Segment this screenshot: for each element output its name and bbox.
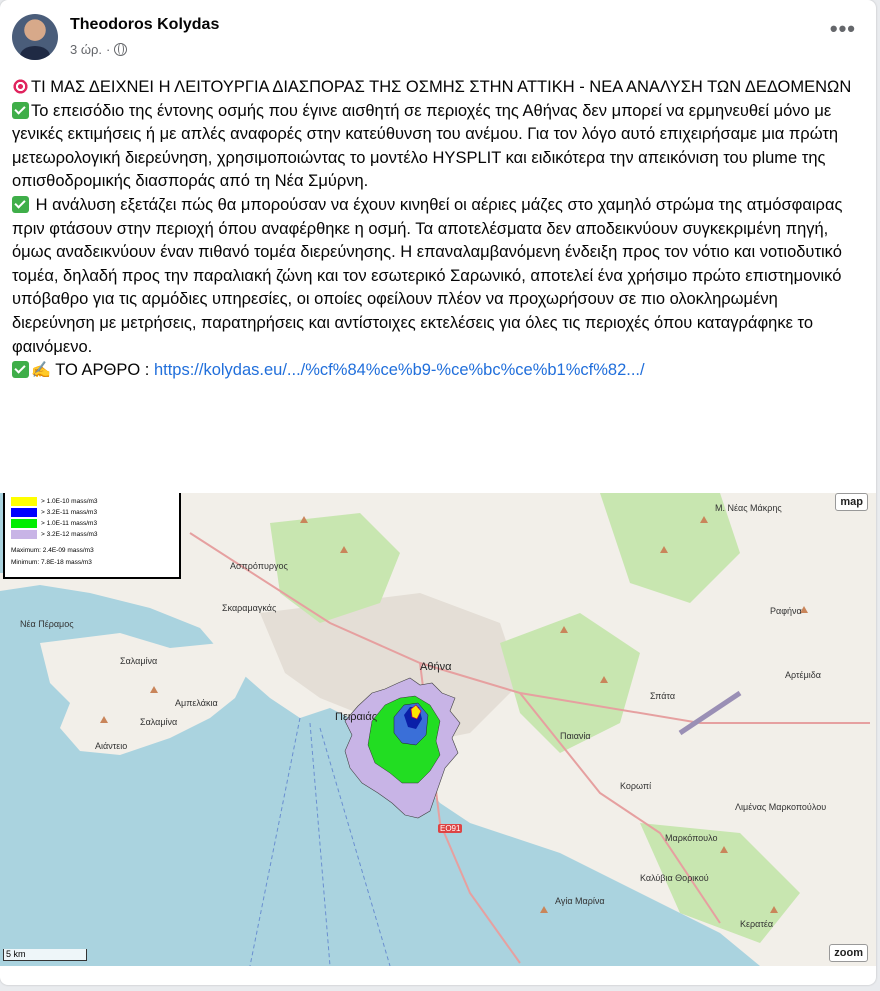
legend-row <box>11 497 98 506</box>
article-label: ΤΟ ΑΡΘΡΟ : <box>50 361 154 380</box>
map-label: Αμπελάκια <box>175 698 218 708</box>
map-label: Λιμένας Μαρκοπούλου <box>735 802 827 812</box>
headline-line <box>12 76 864 100</box>
map-legend <box>3 493 181 579</box>
map-label: Σκαραμαγκάς <box>222 603 277 613</box>
paragraph-1-line <box>12 100 864 194</box>
legend-row <box>11 508 97 517</box>
map-label: Καλύβια Θορικού <box>640 873 709 883</box>
legend-label: > 1.0E-10 mass/m3 <box>41 498 98 505</box>
post-header <box>12 12 864 64</box>
map-label: Ραφήνα <box>770 606 802 616</box>
legend-swatch <box>11 519 37 528</box>
map-label: Παιανία <box>560 731 591 741</box>
legend-row <box>11 530 98 539</box>
zoom-button[interactable]: zoom <box>829 944 868 962</box>
map-label: Κορωπί <box>620 781 652 791</box>
article-line <box>12 359 864 383</box>
post-text <box>12 76 864 383</box>
legend-label: > 1.0E-11 mass/m3 <box>41 520 98 527</box>
map-label: Νέα Πέραμος <box>20 619 74 629</box>
legend-swatch <box>11 530 37 539</box>
more-options-button[interactable]: ••• <box>829 16 856 41</box>
map-label: Αιάντειο <box>95 741 128 751</box>
paragraph-2-line <box>12 194 864 359</box>
post-paragraph-2: Η ανάλυση εξετάζει πώς θα μπορούσαν να έχουν κινηθεί οι αέριες μάζες στο χαμηλό στρώμα της ατμόσφαιρας πριν φτάσουν στην περιοχή όπου αναφέρθηκε η οσμή. Τα αποτελέσματα δεν αποδεικνύουν συγκεκριμένη πηγή, όμως αναδεικνύουν έναν πιθανό τομέα διερεύνησης. Η επαναλαμβανόμενη ένδειξη προς τον νότιο και νοτιοδυτικό τομέα, δηλαδή προς την παραλιακή ζώνη και τον εσωτερικό Σαρωνικό, αποτελεί ένα χρήσιμο πρώτο επιστημονικό υπόβαθρο για τις αρμόδιες υπηρεσίες, οι οποίες οφείλουν πλέον να προχωρήσουν σε πιο ολοκληρωμένη διερεύνηση με μετρήσεις, παρατηρήσεις και αντίστοιχες εκτελέσεις για όλες τις περιοχές όπου καταγράφηκε το φαινόμενο. <box>12 195 843 356</box>
globe-icon <box>114 43 127 56</box>
check-mark-icon <box>12 196 29 213</box>
post-headline: ΤΙ ΜΑΣ ΔΕΙΧΝΕΙ Η ΛΕΙΤΟΥΡΓΙΑ ΔΙΑΣΠΟΡΑΣ ΤΗΣ ΟΣΜΗΣ ΣΤΗΝ ΑΤΤΙΚΗ - ΝΕΑ ΑΝΑΛΥΣΗ ΤΩΝ ΔΕΔΟΜΕΝΩΝ <box>31 78 852 96</box>
legend-swatch <box>11 497 37 506</box>
map-label: Σαλαμίνα <box>120 656 158 666</box>
legend-row <box>11 519 97 528</box>
map-label: Μ. Νέας Μάκρης <box>715 503 782 513</box>
check-mark-icon <box>12 361 29 378</box>
author-name[interactable]: Theodoros Kolydas <box>70 16 220 33</box>
article-link[interactable]: https://kolydas.eu/.../%cf%84%ce%b9-%ce%bc%ce%b1%cf%82.../ <box>153 361 645 380</box>
map-label: Σπάτα <box>650 691 676 701</box>
map-label: Κερατέα <box>740 919 774 929</box>
map-label: Σαλαμίνα <box>140 717 178 727</box>
legend-minimum: Minimum: 7.8E-18 mass/m3 <box>11 559 92 566</box>
check-mark-icon <box>12 102 29 119</box>
map-label: Μαρκόπουλο <box>665 833 718 843</box>
map-label: Αρτέμιδα <box>785 670 821 680</box>
legend-swatch <box>11 508 37 517</box>
map-label: Αθήνα <box>420 661 452 673</box>
legend-label: > 3.2E-12 mass/m3 <box>41 531 98 538</box>
road-shield: ΕΟ91 <box>440 824 461 833</box>
map-scale: 5 km <box>3 949 87 961</box>
post-time[interactable]: 3 ώρ. <box>70 42 102 57</box>
post-paragraph-1: Το επεισόδιο της έντονης οσμής που έγινε αισθητή σε περιοχές της Αθήνας δεν μπορεί να ερμηνευθεί μόνο με γενικές εκτιμήσεις ή με απλές αναφορές στην κατεύθυνση του ανέμου. Για τον λόγο αυτό επιχειρήσαμε μια πρώτη μετεωρολογική διερεύνηση, χρησιμοποιώντας το μοντέλο HYSPLIT και ειδικότερα την απεικόνιση του plume της οπισθοδρομικής διασποράς από τη Νέα Σμύρνη. <box>12 101 839 191</box>
post-meta <box>70 42 127 57</box>
map-label: Αγία Μαρίνα <box>555 896 605 906</box>
post-map-image[interactable] <box>0 493 876 966</box>
legend-label: > 3.2E-11 mass/m3 <box>41 509 98 516</box>
map-button[interactable]: map <box>835 493 868 511</box>
map-label: Πειραιάς <box>335 711 378 723</box>
writing-hand-icon: ✍ <box>31 362 51 380</box>
map-label: Ασπρόπυργος <box>230 561 288 571</box>
target-icon <box>12 78 29 95</box>
meta-separator: · <box>106 42 111 57</box>
legend-maximum: Maximum: 2.4E-09 mass/m3 <box>11 547 94 554</box>
avatar[interactable] <box>12 14 58 60</box>
